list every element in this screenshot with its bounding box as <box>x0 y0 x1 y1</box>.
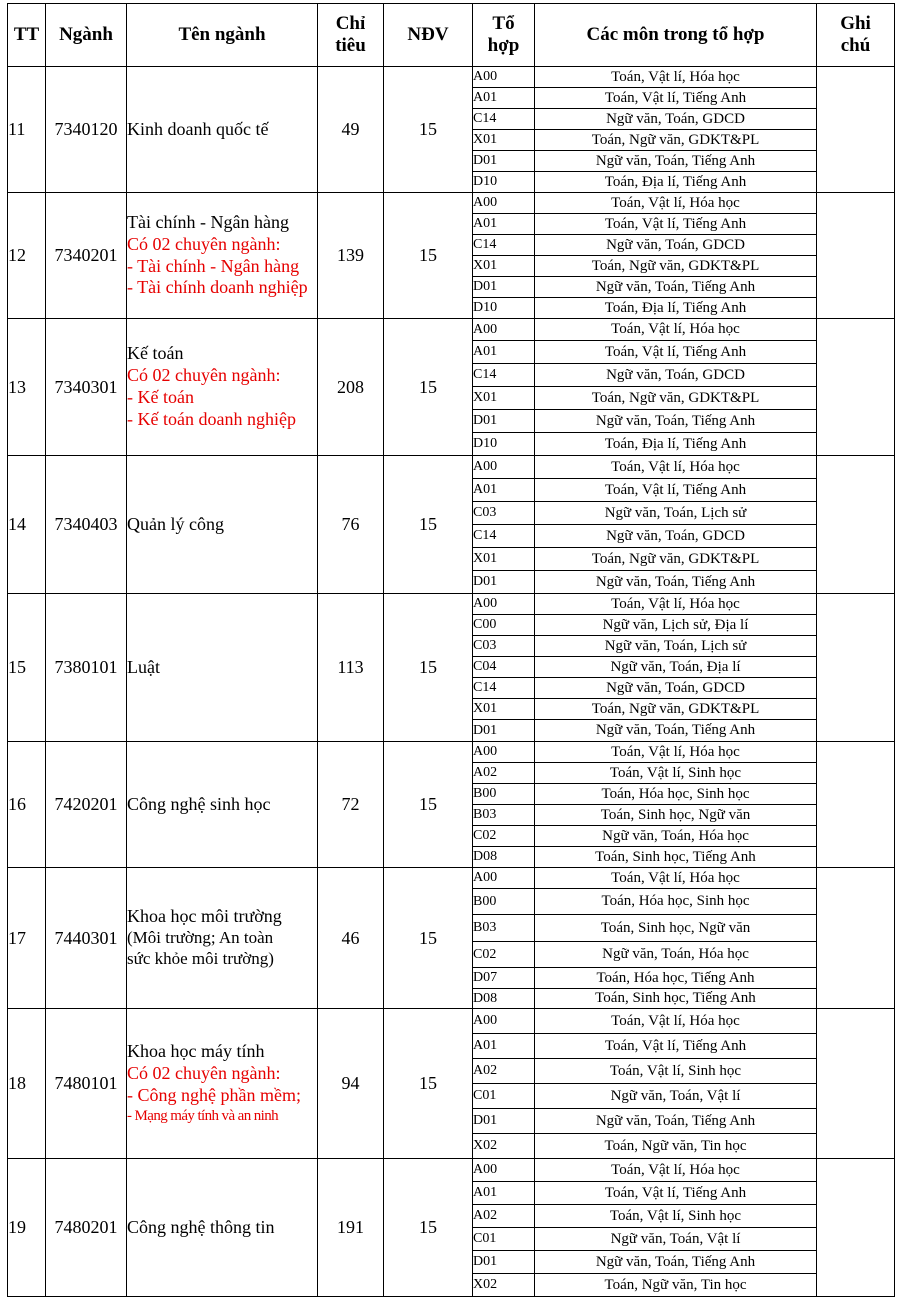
program-name: Tài chính - Ngân hàng <box>127 211 289 232</box>
group-code: X02 <box>473 1134 535 1159</box>
group-subjects: Toán, Vật lí, Hóa học <box>535 456 817 479</box>
program-note: - Mạng máy tính và an ninh <box>127 1108 279 1125</box>
group-subjects: Toán, Vật lí, Sinh học <box>535 1059 817 1084</box>
table-row <box>8 319 895 341</box>
row-chi-tieu: 94 <box>318 1009 384 1159</box>
group-code: A01 <box>473 88 535 109</box>
program-note: sức khỏe môi trường) <box>127 948 274 968</box>
group-code: C02 <box>473 826 535 847</box>
program-note: (Môi trường; An toàn <box>127 928 274 948</box>
group-subjects: Toán, Vật lí, Tiếng Anh <box>535 341 817 364</box>
group-subjects: Ngữ văn, Toán, Tiếng Anh <box>535 1251 817 1274</box>
group-code: C14 <box>473 525 535 548</box>
group-code: A00 <box>473 1009 535 1034</box>
group-code: X01 <box>473 256 535 277</box>
group-code: D01 <box>473 1109 535 1134</box>
row-ndv: 15 <box>384 868 473 1009</box>
group-subjects: Toán, Vật lí, Sinh học <box>535 1205 817 1228</box>
group-code: C14 <box>473 109 535 130</box>
table-row <box>8 1009 895 1034</box>
table-row <box>8 1159 895 1182</box>
program-note: - Tài chính doanh nghiệp <box>127 277 308 298</box>
table-body <box>8 67 895 1297</box>
group-subjects: Toán, Hóa học, Sinh học <box>535 784 817 805</box>
row-chi-tieu: 208 <box>318 319 384 456</box>
program-name: Kinh doanh quốc tế <box>127 118 269 139</box>
group-code: A01 <box>473 1182 535 1205</box>
row-ghi-chu <box>817 67 895 193</box>
group-code: C00 <box>473 615 535 636</box>
row-code: 7480101 <box>46 1009 127 1159</box>
group-code: B03 <box>473 805 535 826</box>
row-tt: 11 <box>8 67 46 193</box>
row-name-cell <box>127 1159 318 1297</box>
group-code: A00 <box>473 193 535 214</box>
group-subjects: Toán, Sinh học, Ngữ văn <box>535 915 817 942</box>
row-ghi-chu <box>817 594 895 742</box>
group-subjects: Ngữ văn, Toán, Tiếng Anh <box>535 277 817 298</box>
group-subjects: Ngữ văn, Toán, Lịch sử <box>535 502 817 525</box>
group-subjects: Toán, Vật lí, Tiếng Anh <box>535 214 817 235</box>
group-subjects: Toán, Vật lí, Hóa học <box>535 868 817 889</box>
group-code: D01 <box>473 571 535 594</box>
row-chi-tieu: 46 <box>318 868 384 1009</box>
header-nganh: Ngành <box>46 4 127 67</box>
row-tt: 19 <box>8 1159 46 1297</box>
group-code: C02 <box>473 942 535 968</box>
row-code: 7420201 <box>46 742 127 868</box>
row-name-cell <box>127 742 318 868</box>
group-code: B00 <box>473 889 535 915</box>
group-code: A00 <box>473 594 535 615</box>
row-ghi-chu <box>817 1159 895 1297</box>
row-ghi-chu <box>817 193 895 319</box>
group-subjects: Toán, Vật lí, Hóa học <box>535 594 817 615</box>
group-code: A01 <box>473 479 535 502</box>
header-ndv: NĐV <box>384 4 473 67</box>
row-name-cell <box>127 193 318 319</box>
group-subjects: Toán, Vật lí, Hóa học <box>535 67 817 88</box>
group-code: A01 <box>473 1034 535 1059</box>
group-code: D01 <box>473 151 535 172</box>
row-code: 7340120 <box>46 67 127 193</box>
group-code: A00 <box>473 67 535 88</box>
group-code: C14 <box>473 364 535 387</box>
row-tt: 17 <box>8 868 46 1009</box>
program-note: - Kế toán doanh nghiệp <box>127 408 296 429</box>
row-ghi-chu <box>817 456 895 594</box>
group-code: B03 <box>473 915 535 942</box>
group-subjects: Ngữ văn, Toán, GDCD <box>535 235 817 256</box>
group-code: C03 <box>473 636 535 657</box>
group-code: C14 <box>473 678 535 699</box>
group-code: B00 <box>473 784 535 805</box>
group-code: D10 <box>473 298 535 319</box>
group-code: A00 <box>473 868 535 889</box>
header-to-hop: Tổ hợp <box>473 4 535 67</box>
group-subjects: Toán, Ngữ văn, Tin học <box>535 1274 817 1297</box>
group-code: C01 <box>473 1084 535 1109</box>
group-subjects: Toán, Sinh học, Tiếng Anh <box>535 989 817 1009</box>
header-cac-mon: Các môn trong tổ hợp <box>535 4 817 67</box>
table-row <box>8 868 895 889</box>
group-subjects: Toán, Vật lí, Tiếng Anh <box>535 1034 817 1059</box>
group-subjects: Ngữ văn, Toán, Tiếng Anh <box>535 410 817 433</box>
program-name: Khoa học máy tính <box>127 1041 265 1062</box>
row-ghi-chu <box>817 1009 895 1159</box>
program-note: Có 02 chuyên ngành: <box>127 233 281 254</box>
group-code: X01 <box>473 548 535 571</box>
row-ndv: 15 <box>384 1159 473 1297</box>
row-code: 7340201 <box>46 193 127 319</box>
group-code: D10 <box>473 172 535 193</box>
row-chi-tieu: 49 <box>318 67 384 193</box>
table-header-row <box>8 4 895 67</box>
group-subjects: Ngữ văn, Toán, Tiếng Anh <box>535 1109 817 1134</box>
group-subjects: Toán, Địa lí, Tiếng Anh <box>535 433 817 456</box>
row-ndv: 15 <box>384 456 473 594</box>
program-note: Có 02 chuyên ngành: <box>127 365 281 386</box>
group-subjects: Toán, Vật lí, Hóa học <box>535 742 817 763</box>
group-subjects: Ngữ văn, Toán, Vật lí <box>535 1228 817 1251</box>
group-subjects: Toán, Hóa học, Sinh học <box>535 889 817 915</box>
row-ghi-chu <box>817 319 895 456</box>
row-tt: 13 <box>8 319 46 456</box>
group-subjects: Ngữ văn, Toán, GDCD <box>535 525 817 548</box>
group-code: D01 <box>473 720 535 742</box>
program-name: Quản lý công <box>127 513 224 534</box>
row-code: 7340301 <box>46 319 127 456</box>
group-subjects: Ngữ văn, Toán, GDCD <box>535 109 817 130</box>
group-code: A00 <box>473 742 535 763</box>
group-subjects: Ngữ văn, Toán, Tiếng Anh <box>535 151 817 172</box>
row-chi-tieu: 139 <box>318 193 384 319</box>
group-code: C01 <box>473 1228 535 1251</box>
group-code: A00 <box>473 456 535 479</box>
row-name-cell <box>127 868 318 1009</box>
group-code: D01 <box>473 410 535 433</box>
table-row <box>8 742 895 763</box>
row-ndv: 15 <box>384 594 473 742</box>
header-chi-tieu: Chỉ tiêu <box>318 4 384 67</box>
row-ndv: 15 <box>384 193 473 319</box>
group-subjects: Ngữ văn, Toán, Địa lí <box>535 657 817 678</box>
group-code: A02 <box>473 763 535 784</box>
group-subjects: Toán, Vật lí, Tiếng Anh <box>535 1182 817 1205</box>
row-chi-tieu: 113 <box>318 594 384 742</box>
admissions-table <box>7 3 895 1297</box>
row-code: 7340403 <box>46 456 127 594</box>
table-row <box>8 67 895 88</box>
group-code: A00 <box>473 319 535 341</box>
row-chi-tieu: 76 <box>318 456 384 594</box>
header-ghi-chu: Ghi chú <box>817 4 895 67</box>
group-subjects: Ngữ văn, Toán, Hóa học <box>535 826 817 847</box>
row-ndv: 15 <box>384 67 473 193</box>
row-code: 7440301 <box>46 868 127 1009</box>
group-code: D08 <box>473 989 535 1009</box>
group-subjects: Toán, Ngữ văn, Tin học <box>535 1134 817 1159</box>
group-code: D01 <box>473 277 535 298</box>
program-note: Có 02 chuyên ngành: <box>127 1063 281 1084</box>
group-code: D07 <box>473 968 535 989</box>
row-ghi-chu <box>817 742 895 868</box>
group-code: D10 <box>473 433 535 456</box>
group-code: A02 <box>473 1059 535 1084</box>
group-subjects: Ngữ văn, Toán, Vật lí <box>535 1084 817 1109</box>
program-note: - Tài chính - Ngân hàng <box>127 255 300 276</box>
program-name: Kế toán <box>127 343 184 364</box>
row-tt: 15 <box>8 594 46 742</box>
group-subjects: Toán, Vật lí, Hóa học <box>535 193 817 214</box>
row-name-cell <box>127 319 318 456</box>
table-row <box>8 456 895 479</box>
group-subjects: Toán, Sinh học, Ngữ văn <box>535 805 817 826</box>
row-ndv: 15 <box>384 742 473 868</box>
row-ndv: 15 <box>384 1009 473 1159</box>
group-subjects: Toán, Ngữ văn, GDKT&PL <box>535 548 817 571</box>
row-code: 7380101 <box>46 594 127 742</box>
program-note: - Công nghệ phần mềm; <box>127 1085 301 1106</box>
group-code: X01 <box>473 387 535 410</box>
row-chi-tieu: 191 <box>318 1159 384 1297</box>
row-name-cell <box>127 1009 318 1159</box>
row-code: 7480201 <box>46 1159 127 1297</box>
group-subjects: Toán, Vật lí, Tiếng Anh <box>535 479 817 502</box>
group-subjects: Ngữ văn, Lịch sử, Địa lí <box>535 615 817 636</box>
header-ten-nganh: Tên ngành <box>127 4 318 67</box>
program-name: Khoa học môi trường <box>127 906 282 927</box>
group-code: X01 <box>473 130 535 151</box>
group-subjects: Toán, Ngữ văn, GDKT&PL <box>535 130 817 151</box>
row-ghi-chu <box>817 868 895 1009</box>
group-code: X02 <box>473 1274 535 1297</box>
group-subjects: Toán, Vật lí, Hóa học <box>535 1159 817 1182</box>
table-row <box>8 594 895 615</box>
group-subjects: Ngữ văn, Toán, Lịch sử <box>535 636 817 657</box>
group-subjects: Toán, Hóa học, Tiếng Anh <box>535 968 817 989</box>
group-subjects: Ngữ văn, Toán, GDCD <box>535 364 817 387</box>
group-code: A01 <box>473 341 535 364</box>
group-code: A02 <box>473 1205 535 1228</box>
group-code: C03 <box>473 502 535 525</box>
group-subjects: Toán, Vật lí, Hóa học <box>535 319 817 341</box>
row-name-cell <box>127 456 318 594</box>
group-subjects: Toán, Vật lí, Sinh học <box>535 763 817 784</box>
program-note: - Kế toán <box>127 387 194 407</box>
row-tt: 18 <box>8 1009 46 1159</box>
row-name-cell <box>127 594 318 742</box>
group-subjects: Ngữ văn, Toán, Hóa học <box>535 942 817 968</box>
group-code: A00 <box>473 1159 535 1182</box>
row-name-cell <box>127 67 318 193</box>
group-subjects: Ngữ văn, Toán, GDCD <box>535 678 817 699</box>
program-name: Công nghệ thông tin <box>127 1216 275 1237</box>
group-code: C14 <box>473 235 535 256</box>
group-subjects: Toán, Vật lí, Hóa học <box>535 1009 817 1034</box>
group-subjects: Toán, Địa lí, Tiếng Anh <box>535 298 817 319</box>
row-tt: 14 <box>8 456 46 594</box>
group-code: D08 <box>473 847 535 868</box>
group-code: A01 <box>473 214 535 235</box>
group-subjects: Toán, Vật lí, Tiếng Anh <box>535 88 817 109</box>
group-subjects: Toán, Sinh học, Tiếng Anh <box>535 847 817 868</box>
group-subjects: Toán, Ngữ văn, GDKT&PL <box>535 256 817 277</box>
group-subjects: Toán, Ngữ văn, GDKT&PL <box>535 699 817 720</box>
group-subjects: Toán, Địa lí, Tiếng Anh <box>535 172 817 193</box>
group-code: X01 <box>473 699 535 720</box>
group-subjects: Ngữ văn, Toán, Tiếng Anh <box>535 571 817 594</box>
row-ndv: 15 <box>384 319 473 456</box>
row-tt: 12 <box>8 193 46 319</box>
table-row <box>8 193 895 214</box>
group-subjects: Toán, Ngữ văn, GDKT&PL <box>535 387 817 410</box>
group-code: C04 <box>473 657 535 678</box>
row-chi-tieu: 72 <box>318 742 384 868</box>
row-tt: 16 <box>8 742 46 868</box>
group-subjects: Ngữ văn, Toán, Tiếng Anh <box>535 720 817 742</box>
group-code: D01 <box>473 1251 535 1274</box>
program-name: Công nghệ sinh học <box>127 793 271 814</box>
program-name: Luật <box>127 656 160 677</box>
header-tt: TT <box>8 4 46 67</box>
